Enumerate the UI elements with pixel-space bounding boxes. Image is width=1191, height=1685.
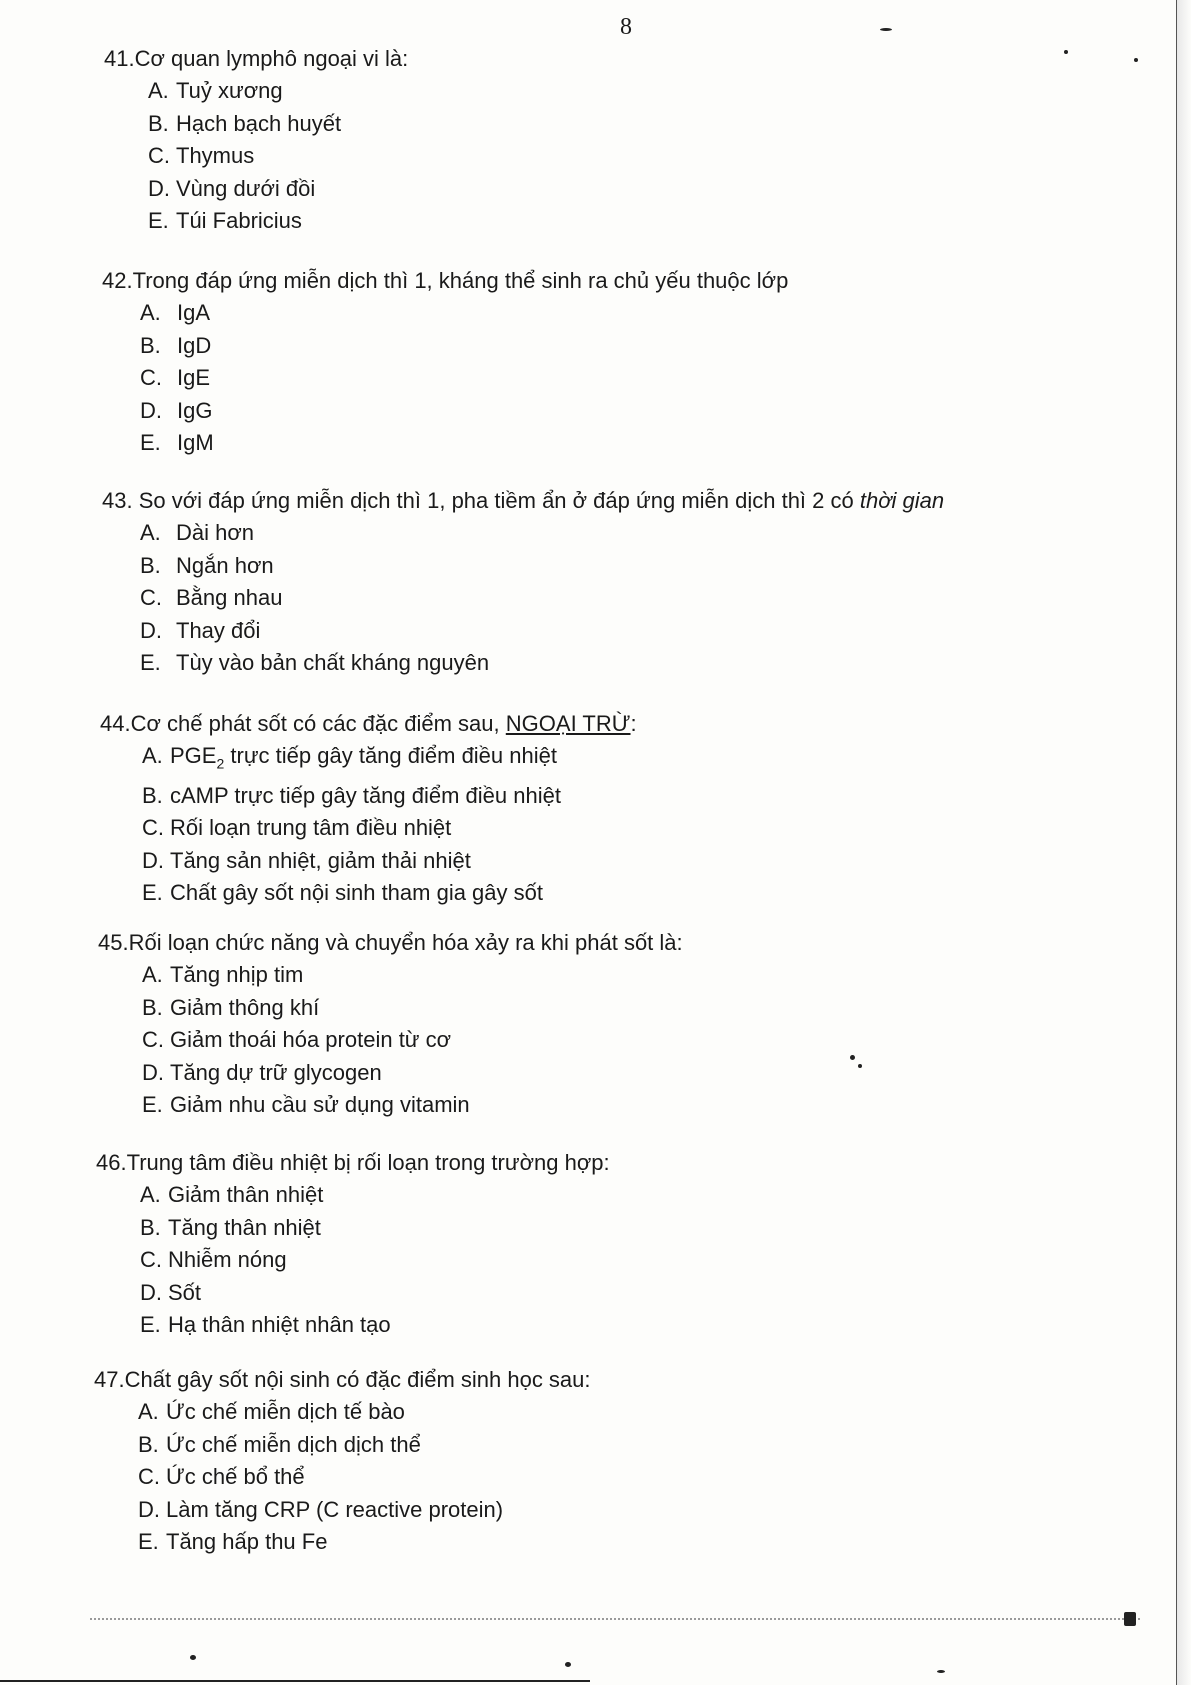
option-letter: D. bbox=[142, 1059, 164, 1085]
question-45 bbox=[0, 927, 1100, 1122]
option-e bbox=[138, 1526, 1100, 1559]
stem-end: : bbox=[630, 711, 637, 736]
option-list bbox=[142, 740, 1100, 910]
option-e bbox=[140, 1309, 1100, 1342]
option-letter: E. bbox=[142, 880, 163, 906]
option-list bbox=[140, 1179, 1100, 1342]
question-stem: 42.Trong đáp ứng miễn dịch thì 1, kháng thể sinh ra chủ yếu thuộc lớp bbox=[102, 268, 789, 293]
option-letter: C. bbox=[148, 143, 170, 168]
option-d bbox=[138, 1494, 1100, 1527]
option-text: Giảm thoái hóa protein từ cơ bbox=[170, 1027, 452, 1052]
option-c bbox=[148, 140, 1100, 173]
option-letter: B. bbox=[142, 782, 163, 808]
option-a bbox=[140, 517, 1100, 550]
option-text: IgE bbox=[177, 365, 211, 390]
option-d bbox=[140, 1277, 1100, 1310]
option-a bbox=[142, 959, 1100, 992]
stem-text: 43. So với đáp ứng miễn dịch thì 1, pha tiềm ẩn ở đáp ứng miễn dịch thì 2 có bbox=[102, 488, 854, 513]
option-d bbox=[140, 395, 1100, 428]
option-b bbox=[140, 330, 1100, 363]
option-text: Ức chế bổ thể bbox=[166, 1464, 305, 1489]
scan-speck bbox=[1064, 50, 1068, 54]
option-letter: B. bbox=[140, 332, 161, 358]
option-b bbox=[140, 550, 1100, 583]
scan-speck bbox=[1124, 1612, 1136, 1626]
question-stem: 45.Rối loạn chức năng và chuyển hóa xảy ra khi phát sốt là: bbox=[98, 930, 683, 955]
option-letter: A. bbox=[140, 1182, 161, 1207]
option-e bbox=[140, 427, 1100, 460]
option-d bbox=[142, 1057, 1100, 1090]
option-list bbox=[148, 75, 1100, 238]
option-text: Tăng thân nhiệt bbox=[168, 1214, 321, 1240]
option-letter: A. bbox=[138, 1399, 159, 1424]
option-text: Thymus bbox=[176, 143, 255, 168]
option-b bbox=[138, 1429, 1100, 1462]
option-text: Hạch bạch huyết bbox=[176, 110, 342, 136]
option-letter: D. bbox=[140, 617, 162, 643]
option-letter: C. bbox=[140, 365, 162, 390]
option-c bbox=[140, 1244, 1100, 1277]
option-letter: A. bbox=[140, 520, 161, 545]
option-letter: B. bbox=[140, 1214, 161, 1240]
option-letter: C. bbox=[140, 585, 162, 610]
question-stem: 47.Chất gây sốt nội sinh có đặc điểm sinh học sau: bbox=[94, 1367, 591, 1392]
bottom-dotted-line bbox=[90, 1618, 1140, 1620]
option-letter: D. bbox=[140, 1279, 162, 1305]
stem-emphasis: thời gian bbox=[859, 488, 945, 513]
option-text: Bằng nhau bbox=[176, 585, 283, 610]
question-44 bbox=[0, 708, 1100, 910]
option-b bbox=[148, 108, 1100, 141]
option-letter: C. bbox=[142, 815, 164, 841]
option-d bbox=[148, 173, 1100, 206]
option-c bbox=[140, 362, 1100, 395]
option-text: Làm tăng CRP (C reactive protein) bbox=[166, 1496, 504, 1522]
option-a bbox=[142, 740, 1100, 780]
option-text: Tăng nhịp tim bbox=[170, 962, 304, 987]
option-b bbox=[142, 992, 1100, 1025]
option-text: Sốt bbox=[168, 1279, 202, 1305]
option-text: Túi Fabricius bbox=[176, 208, 302, 233]
question-stem: 46.Trung tâm điều nhiệt bị rối loạn trong trường hợp: bbox=[96, 1150, 610, 1175]
option-text: IgG bbox=[177, 397, 213, 423]
option-letter: E. bbox=[140, 430, 161, 455]
option-b bbox=[140, 1212, 1100, 1245]
option-text: Chất gây sốt nội sinh tham gia gây sốt bbox=[170, 880, 543, 906]
scan-speck bbox=[190, 1655, 196, 1660]
option-a bbox=[148, 75, 1100, 108]
question-43 bbox=[0, 485, 1100, 680]
option-prefix: PGE bbox=[170, 743, 217, 768]
option-c bbox=[142, 812, 1100, 845]
option-text: Giảm thông khí bbox=[170, 994, 320, 1020]
scan-speck bbox=[880, 28, 892, 31]
option-text: Tăng dự trữ glycogen bbox=[170, 1059, 382, 1085]
option-text: IgD bbox=[177, 332, 212, 358]
option-letter: A. bbox=[142, 743, 163, 768]
question-stem: 41.Cơ quan lymphô ngoại vi là: bbox=[104, 46, 409, 71]
option-letter: D. bbox=[142, 847, 164, 873]
option-letter: E. bbox=[138, 1529, 159, 1554]
option-letter: A. bbox=[140, 300, 161, 325]
option-text: Vùng dưới đồi bbox=[176, 175, 316, 201]
option-letter: E. bbox=[140, 650, 161, 675]
option-text: Tăng hấp thu Fe bbox=[166, 1529, 328, 1554]
option-c bbox=[140, 582, 1100, 615]
option-letter: B. bbox=[140, 552, 161, 578]
option-list bbox=[140, 517, 1100, 680]
option-letter: C. bbox=[140, 1247, 162, 1272]
option-text: IgM bbox=[177, 430, 214, 455]
option-letter: A. bbox=[142, 962, 163, 987]
option-text: Giảm nhu cầu sử dụng vitamin bbox=[170, 1092, 470, 1117]
question-stem bbox=[100, 708, 1100, 740]
option-letter: A. bbox=[148, 78, 169, 103]
question-46 bbox=[0, 1147, 1100, 1342]
option-letter: E. bbox=[142, 1092, 163, 1117]
option-letter: C. bbox=[138, 1464, 160, 1489]
option-text: Ngắn hơn bbox=[176, 552, 274, 578]
option-text: Thay đổi bbox=[176, 617, 261, 643]
option-e bbox=[142, 1089, 1100, 1122]
question-41 bbox=[0, 43, 1100, 238]
option-e bbox=[140, 647, 1100, 680]
option-a bbox=[140, 1179, 1100, 1212]
page-edge bbox=[1176, 0, 1191, 1685]
option-letter: C. bbox=[142, 1027, 164, 1052]
option-text: Tuỷ xương bbox=[176, 78, 283, 103]
option-text: Rối loạn trung tâm điều nhiệt bbox=[170, 815, 452, 841]
option-text: Ức chế miễn dịch dịch thể bbox=[166, 1431, 421, 1457]
stem-text: 44.Cơ chế phát sốt có các đặc điểm sau, bbox=[100, 711, 500, 736]
option-text: cAMP trực tiếp gây tăng điểm điều nhiệt bbox=[170, 782, 561, 808]
option-list bbox=[138, 1396, 1100, 1559]
option-d bbox=[142, 845, 1100, 878]
option-letter: D. bbox=[138, 1496, 160, 1522]
option-d bbox=[140, 615, 1100, 648]
option-text: Dài hơn bbox=[176, 520, 255, 545]
option-letter: B. bbox=[138, 1431, 159, 1457]
scan-speck bbox=[850, 1055, 855, 1060]
option-c bbox=[142, 1024, 1100, 1057]
option-text: IgA bbox=[177, 300, 211, 325]
option-text: Nhiễm nóng bbox=[168, 1247, 287, 1272]
option-letter: E. bbox=[140, 1312, 161, 1337]
option-letter: E. bbox=[148, 208, 169, 233]
question-42 bbox=[0, 265, 1100, 460]
page-number: 8 bbox=[620, 14, 632, 40]
option-text: Ức chế miễn dịch tế bào bbox=[166, 1399, 405, 1424]
option-a bbox=[138, 1396, 1100, 1429]
scan-speck bbox=[565, 1662, 571, 1667]
stem-emphasis: NGOẠI TRỪ bbox=[505, 711, 631, 736]
question-47 bbox=[0, 1364, 1100, 1559]
option-a bbox=[140, 297, 1100, 330]
option-e bbox=[142, 877, 1100, 910]
option-letter: B. bbox=[148, 110, 169, 136]
scan-speck bbox=[1134, 58, 1138, 62]
scan-speck bbox=[858, 1064, 862, 1068]
option-list bbox=[140, 297, 1100, 460]
option-subscript: 2 bbox=[216, 755, 225, 772]
option-text: Tùy vào bản chất kháng nguyên bbox=[176, 650, 490, 675]
option-letter: D. bbox=[148, 175, 170, 201]
scan-speck bbox=[937, 1670, 945, 1673]
question-stem bbox=[102, 485, 1100, 517]
option-c bbox=[138, 1461, 1100, 1494]
option-text: trực tiếp gây tăng điểm điều nhiệt bbox=[230, 743, 557, 768]
option-list bbox=[142, 959, 1100, 1122]
option-text: Giảm thân nhiệt bbox=[168, 1182, 324, 1207]
option-e bbox=[148, 205, 1100, 238]
option-b bbox=[142, 780, 1100, 813]
option-text: Tăng sản nhiệt, giảm thải nhiệt bbox=[170, 847, 471, 873]
option-letter: D. bbox=[140, 397, 162, 423]
bottom-rule bbox=[0, 1680, 590, 1682]
option-text: Hạ thân nhiệt nhân tạo bbox=[168, 1312, 391, 1337]
option-letter: B. bbox=[142, 994, 163, 1020]
